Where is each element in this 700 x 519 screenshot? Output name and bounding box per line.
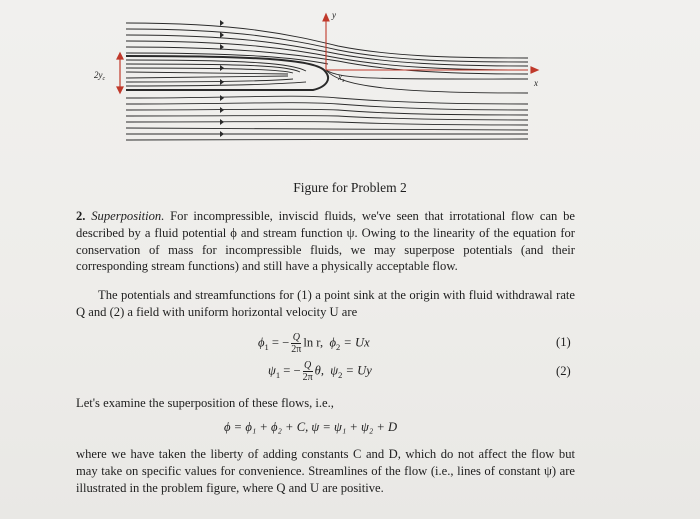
equation-2: $\psi_1$ = − $\frac{Q}{2\pi}$ θ, $\psi_2 = Uy$	[268, 360, 372, 383]
potentials-text: The potentials and streamfunctions for (1) a point sink at the origin with fluid withdrawal rate Q and (2) a field with uniform horizontal velocity U are	[76, 288, 575, 319]
superposition-intro: Let's examine the superposition of these flows, i.e.,	[76, 396, 334, 410]
dimension-2yc	[117, 53, 123, 93]
equation-1: $\phi_1$ = − $\frac{Q}{2\pi}$ ln r, $\phi_2 = Ux$	[258, 332, 370, 355]
constants-paragraph: where we have taken the liberty of adding constants C and D, which do not affect the flow but may take on specific values for convenience. Streamlines of the flow (i.e., lines of constant ψ) are illustrated in the problem figure, where Q and U are positive.	[76, 447, 575, 495]
y-axis	[323, 14, 329, 70]
label-xs: $x_s$	[338, 72, 345, 84]
fraction-q-2pi: $\frac{Q}{2\pi}$	[302, 360, 313, 383]
label-2yc: $2y_c$	[94, 70, 106, 82]
streamline-figure	[88, 6, 558, 174]
problem-paragraph	[76, 208, 575, 275]
equation-2-number: (2)	[556, 364, 571, 378]
figure-caption: Figure for Problem 2	[293, 180, 407, 195]
label-y: y	[332, 10, 336, 20]
potentials-paragraph	[76, 287, 575, 321]
problem-title: Superposition.	[91, 209, 165, 223]
equation-superposition: ϕ = ϕ₁ + ϕ₂ + C, ψ = ψ₁ + ψ₂ + D	[224, 420, 398, 434]
label-x: x	[534, 78, 538, 88]
problem-body: For incompressible, inviscid fluids, we've seen that irrotational flow can be described by a fluid potential ϕ and stream function ψ. Owing to the linearity of the equation for conservation of mass for incompressible fluids, we may superpose potentials (and their corresponding stream functions) and still have a physically acceptable flow.	[76, 209, 575, 274]
fraction-q-2pi: $\frac{Q}{2\pi}$	[291, 332, 302, 355]
problem-number: 2.	[76, 209, 86, 223]
streamlines	[126, 23, 528, 140]
equation-1-number: (1)	[556, 335, 571, 349]
